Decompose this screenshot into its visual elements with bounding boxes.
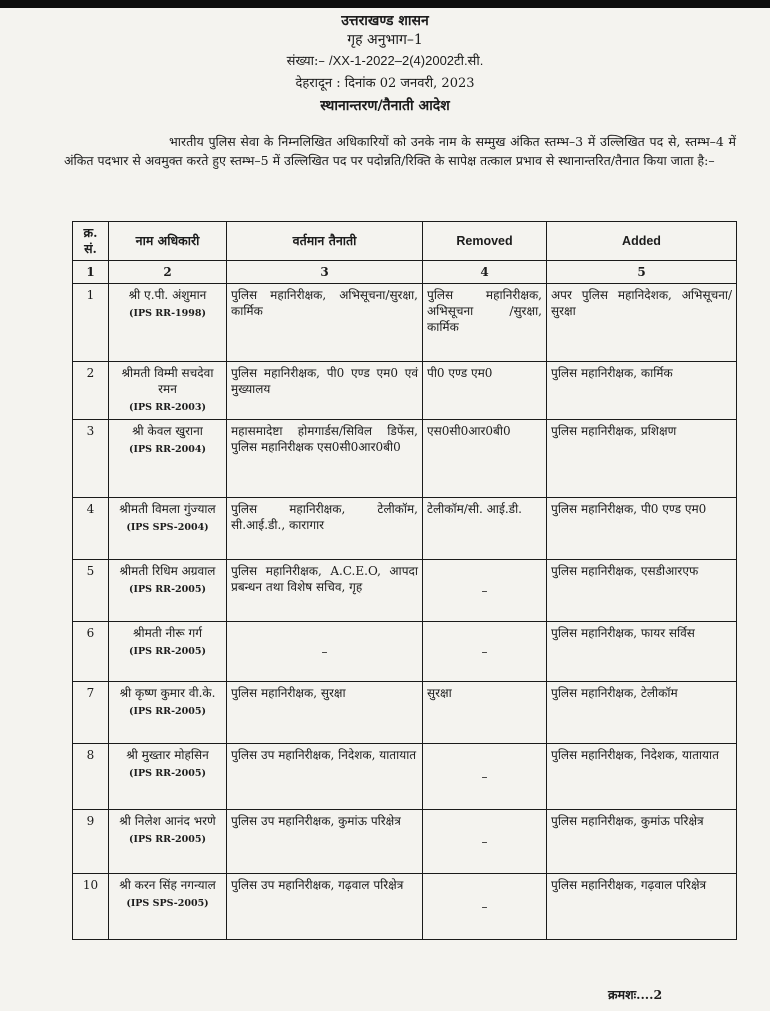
posting-table <box>72 221 737 940</box>
officer-cadre: (IPS SPS-2005) <box>126 898 209 909</box>
officer-cadre: (IPS RR-2005) <box>129 584 206 595</box>
officer-name-cell <box>109 420 227 498</box>
added-posting-cell: पुलिस महानिरीक्षक, फायर सर्विस <box>547 622 737 682</box>
added-posting-cell: अपर पुलिस महानिदेशक, अभिसूचना/सुरक्षा <box>547 284 737 362</box>
officer-name: श्री ए.पी. अंशुमान <box>128 288 207 302</box>
officer-cadre: (IPS SPS-2004) <box>126 522 209 533</box>
officer-name: श्री कृष्ण कुमार वी.के. <box>119 686 216 700</box>
officer-name: श्रीमती विम्मी सचदेवा रमन <box>121 366 214 396</box>
serial-number-cell: 1 <box>73 284 109 362</box>
reference-number: /XX-1-2022–2(4)2002टी.सी. <box>329 53 484 68</box>
current-posting-cell: – <box>227 622 423 682</box>
document-header <box>0 12 770 117</box>
table-body <box>73 284 737 940</box>
table-row <box>73 874 737 940</box>
added-posting-cell: पुलिस महानिरीक्षक, एसडीआरएफ <box>547 560 737 622</box>
removed-charge-cell: टेलीकॉम/सी. आई.डी. <box>423 498 547 560</box>
serial-number-cell: 6 <box>73 622 109 682</box>
added-posting-cell: पुलिस महानिरीक्षक, कार्मिक <box>547 362 737 420</box>
table-row <box>73 682 737 744</box>
date-line: देहरादून : दिनांक 02 जनवरी, 2023 <box>295 76 475 91</box>
officer-name: श्रीमती नीरू गर्ग <box>133 626 202 640</box>
current-posting-cell: पुलिस महानिरीक्षक, सुरक्षा <box>227 682 423 744</box>
current-posting-cell: पुलिस उप महानिरीक्षक, निदेशक, यातायात <box>227 744 423 810</box>
intro-paragraph: भारतीय पुलिस सेवा के निम्नलिखित अधिकारियों को उनके नाम के सम्मुख अंकित स्तम्भ–3 में उल्लिखित पद से, स्तम्भ–4 में अंकित पदभार से अवमुक्त करते हुए स्तम्भ–5 में उल्लिखित पद पर पदोन्नति/रिक्ति के सापेक्ष तत्काल प्रभाव से स्थानान्तरित/तैनात किया जाता है:– <box>64 134 736 168</box>
column-number: 2 <box>109 261 227 284</box>
current-posting-cell: पुलिस उप महानिरीक्षक, गढ़वाल परिक्षेत्र <box>227 874 423 940</box>
officer-name-cell <box>109 284 227 362</box>
current-posting-cell: पुलिस महानिरीक्षक, A.C.E.O, आपदा प्रबन्धन तथा विशेष सचिव, गृह <box>227 560 423 622</box>
officer-name-cell <box>109 744 227 810</box>
serial-number-cell: 2 <box>73 362 109 420</box>
officer-name-cell <box>109 498 227 560</box>
officer-name: श्रीमती विमला गुंज्याल <box>119 502 216 516</box>
department-name: गृह अनुभाग–1 <box>347 32 423 48</box>
removed-charge-cell: पुलिस महानिरीक्षक, अभिसूचना /सुरक्षा, कार्मिक <box>423 284 547 362</box>
serial-number-cell: 3 <box>73 420 109 498</box>
officer-name: श्री केवल खुराना <box>132 424 203 438</box>
officer-cadre: (IPS RR-2005) <box>129 706 206 717</box>
added-posting-cell: पुलिस महानिरीक्षक, निदेशक, यातायात <box>547 744 737 810</box>
officer-name-cell <box>109 560 227 622</box>
table-row <box>73 744 737 810</box>
officer-name-cell <box>109 810 227 874</box>
column-number: 4 <box>423 261 547 284</box>
officer-name: श्री निलेश आनंद भरणे <box>119 814 216 828</box>
column-number-row <box>73 261 737 284</box>
removed-charge-cell: – <box>423 874 547 940</box>
column-number: 5 <box>547 261 737 284</box>
removed-charge-cell: सुरक्षा <box>423 682 547 744</box>
continued-marker: क्रमशः....2 <box>608 987 663 1002</box>
removed-charge-cell: – <box>423 622 547 682</box>
current-posting-cell: पुलिस महानिरीक्षक, टेलीकॉम, सी.आई.डी., कारागार <box>227 498 423 560</box>
order-title: स्थानान्तरण/तैनाती आदेश <box>320 98 450 114</box>
table-row <box>73 810 737 874</box>
officer-cadre: (IPS RR-2005) <box>129 646 206 657</box>
officer-name-cell <box>109 874 227 940</box>
table-row <box>73 284 737 362</box>
officer-name: श्रीमती रिधिम अग्रवाल <box>119 564 216 578</box>
officer-cadre: (IPS RR-2003) <box>129 402 206 413</box>
header-removed: Removed <box>423 222 547 261</box>
reference-label: संख्या:– <box>286 54 325 69</box>
officer-cadre: (IPS RR-1998) <box>129 308 206 319</box>
officer-name: श्री करन सिंह नगन्याल <box>119 878 216 892</box>
added-posting-cell: पुलिस महानिरीक्षक, कुमांऊ परिक्षेत्र <box>547 810 737 874</box>
officer-name: श्री मुख्तार मोहसिन <box>126 748 209 762</box>
removed-charge-cell: एस0सी0आर0बी0 <box>423 420 547 498</box>
officer-name-cell <box>109 682 227 744</box>
table-row <box>73 622 737 682</box>
header-serial: क्र. सं. <box>73 222 109 261</box>
added-posting-cell: पुलिस महानिरीक्षक, प्रशिक्षण <box>547 420 737 498</box>
current-posting-cell: पुलिस महानिरीक्षक, पी0 एण्ड एम0 एवं मुख्यालय <box>227 362 423 420</box>
govt-name: उत्तराखण्ड शासन <box>341 13 429 29</box>
current-posting-cell: महासमादेष्टा होमगार्डस/सिविल डिफेंस, पुलिस महानिरीक्षक एस0सी0आर0बी0 <box>227 420 423 498</box>
officer-name-cell <box>109 622 227 682</box>
table-row <box>73 420 737 498</box>
officer-cadre: (IPS RR-2005) <box>129 834 206 845</box>
serial-number-cell: 8 <box>73 744 109 810</box>
removed-charge-cell: पी0 एण्ड एम0 <box>423 362 547 420</box>
added-posting-cell: पुलिस महानिरीक्षक, टेलीकॉम <box>547 682 737 744</box>
table-row <box>73 498 737 560</box>
serial-number-cell: 5 <box>73 560 109 622</box>
serial-number-cell: 7 <box>73 682 109 744</box>
officer-cadre: (IPS RR-2004) <box>129 444 206 455</box>
removed-charge-cell: – <box>423 744 547 810</box>
reference-line <box>0 50 770 73</box>
officer-cadre: (IPS RR-2005) <box>129 768 206 779</box>
serial-number-cell: 9 <box>73 810 109 874</box>
table-row <box>73 362 737 420</box>
top-edge-bar <box>0 0 770 8</box>
added-posting-cell: पुलिस महानिरीक्षक, गढ़वाल परिक्षेत्र <box>547 874 737 940</box>
table-header-row <box>73 222 737 261</box>
added-posting-cell: पुलिस महानिरीक्षक, पी0 एण्ड एम0 <box>547 498 737 560</box>
header-officer-name: नाम अधिकारी <box>109 222 227 261</box>
removed-charge-cell: – <box>423 560 547 622</box>
column-number: 3 <box>227 261 423 284</box>
serial-number-cell: 10 <box>73 874 109 940</box>
officer-name-cell <box>109 362 227 420</box>
current-posting-cell: पुलिस महानिरीक्षक, अभिसूचना/सुरक्षा, कार्मिक <box>227 284 423 362</box>
serial-number-cell: 4 <box>73 498 109 560</box>
header-current-posting: वर्तमान तैनाती <box>227 222 423 261</box>
column-number: 1 <box>73 261 109 284</box>
removed-charge-cell: – <box>423 810 547 874</box>
header-added: Added <box>547 222 737 261</box>
table-row <box>73 560 737 622</box>
current-posting-cell: पुलिस उप महानिरीक्षक, कुमांऊ परिक्षेत्र <box>227 810 423 874</box>
